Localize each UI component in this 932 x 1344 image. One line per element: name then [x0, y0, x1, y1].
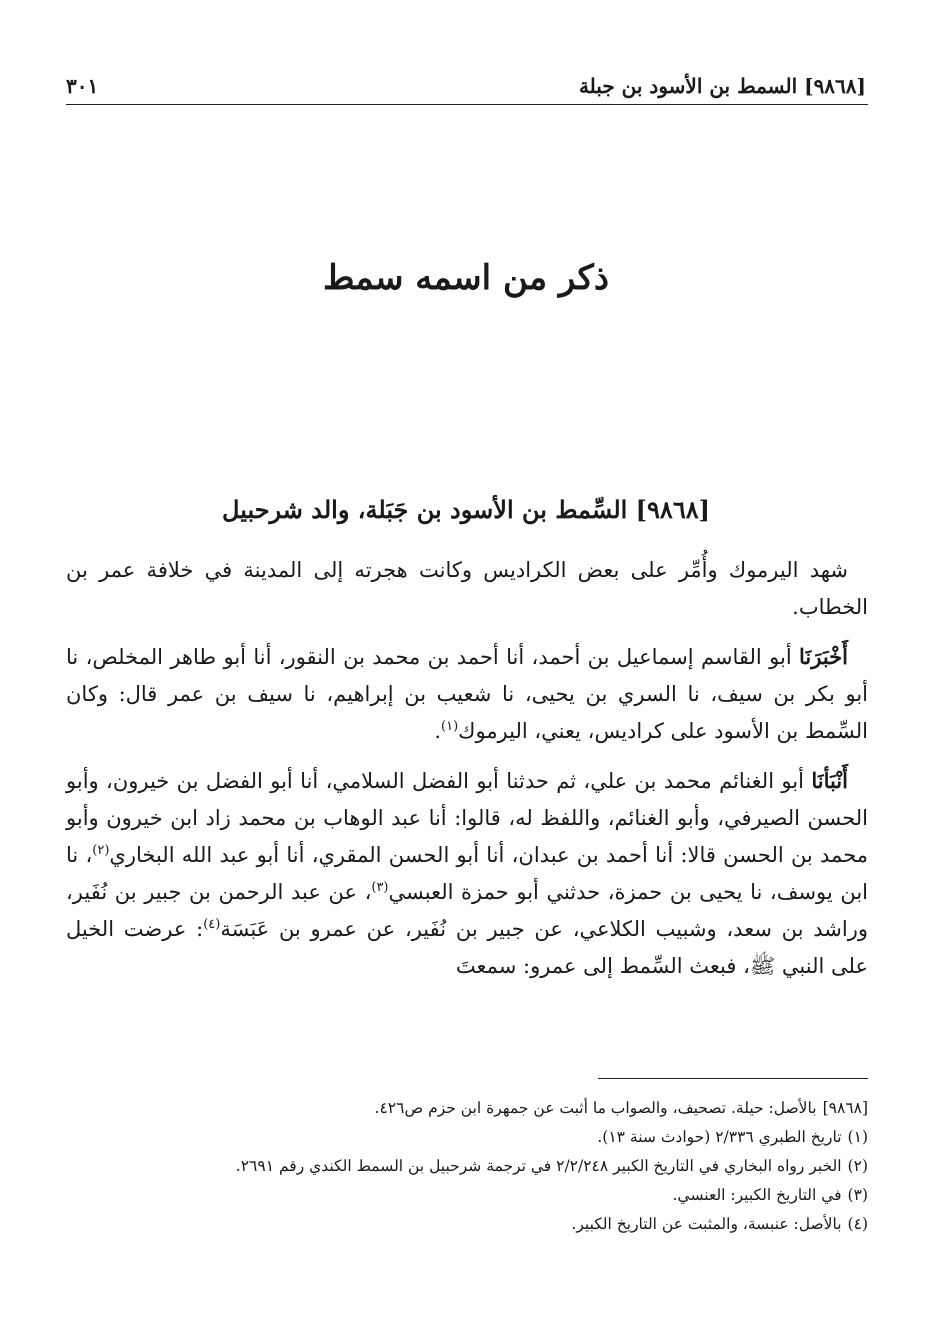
footnote-text: بالأصل: حيلة. تصحيف، والصواب ما أثبت عن جمهرة ابن حزم ص٤٢٦. — [374, 1099, 817, 1117]
footnote-item — [66, 1181, 868, 1210]
footnote-text: تاريخ الطبري ٢/٣٣٦ (حوادث سنة ١٣). — [597, 1128, 842, 1146]
footnote-text: في التاريخ الكبير: العنسي. — [672, 1186, 842, 1204]
paragraph-2-lead: أَخْبَرَنَا — [799, 644, 848, 669]
footnote-item — [66, 1152, 868, 1181]
page-header — [66, 70, 866, 102]
footnote-rule — [598, 1078, 868, 1079]
paragraph-2 — [66, 638, 868, 750]
paragraph-3-text-c: ، عن عبد الرحمن بن جبير بن نُفَير، وراشد بن سعد، وشبيب الكلاعي، عن جبير بن نُفَير، عن عمرو بن عَبَسَة — [66, 880, 869, 941]
paragraph-2-text: أبو القاسم إسماعيل بن أحمد، أنا أحمد بن محمد بن النقور، أنا أبو طاهر المخلص، نا أبو بكر بن سيف، نا السري بن يحيى، نا شعيب بن إبراهيم، نا سيف بن عمر قال: وكان السِّمط بن الأسود على كراديس، يعني، اليرموك — [66, 645, 868, 743]
page-number: ٣٠١ — [66, 74, 99, 98]
footnote-ref-1: (١) — [441, 719, 459, 734]
footnote-text: بالأصل: عنبسة، والمثبت عن التاريخ الكبير. — [571, 1215, 842, 1233]
paragraph-1 — [66, 552, 868, 626]
footnote-text: الخبر رواه البخاري في التاريخ الكبير ٢/٢/٢٤٨ في ترجمة شرحبيل بن السمط الكندي رقم ٢٦٩١. — [235, 1157, 842, 1175]
footnote-item — [66, 1123, 868, 1152]
footnote-ref-3: (٣) — [371, 880, 389, 895]
paragraph-3-lead: أَنْبَأنَا — [811, 768, 848, 793]
footnote-mark: (٢) — [847, 1157, 868, 1175]
footnote-mark: (٣) — [847, 1186, 868, 1204]
body-text — [66, 552, 868, 997]
paragraph-1-text: شهد اليرموك وأُمِّر على بعض الكراديس وكانت هجرته إلى المدينة في خلافة عمر بن الخطاب. — [66, 558, 868, 619]
footnote-mark: [٩٨٦٨] — [822, 1099, 868, 1117]
running-title: [٩٨٦٨] السمط بن الأسود بن جبلة — [578, 74, 866, 98]
footnote-mark: (١) — [847, 1128, 868, 1146]
paragraph-3-text-d: : عرضت الخيل على النبي ﷺ، فبعث السِّمط إلى عمرو: سمعتَ — [66, 917, 868, 978]
footnote-ref-4: (٤) — [203, 917, 221, 932]
footnotes — [66, 1094, 868, 1239]
footnote-item — [66, 1094, 868, 1123]
footnote-item — [66, 1210, 868, 1239]
footnote-mark: (٤) — [847, 1215, 868, 1233]
paragraph-3-text-b: ، نا ابن يوسف، نا يحيى بن حمزة، حدثني أبو حمزة العبسي — [66, 843, 868, 904]
section-title: ذكر من اسمه سمط — [323, 258, 609, 298]
paragraph-3-text-a: أبو الغنائم محمد بن علي، ثم حدثنا أبو الفضل السلامي، أنا أبو الفضل بن خيرون، وأبو الحسن الصيرفي، وأبو الغنائم، واللفظ له، قالوا: أنا عبد الوهاب بن محمد زاد ابن خيرون وأبو محمد بن الحسن قالا: أنا أحمد بن عبدان، أنا أبو الحسن المقري، أنا أبو عبد الله البخاري — [66, 769, 868, 867]
entry-title: [٩٨٦٨] السِّمط بن الأسود بن جَبَلة، والد شرحبيل — [222, 495, 710, 524]
paragraph-3 — [66, 762, 868, 985]
header-rule — [66, 104, 868, 105]
footnote-ref-2: (٢) — [92, 843, 110, 858]
paragraph-2-tail: . — [434, 719, 442, 743]
